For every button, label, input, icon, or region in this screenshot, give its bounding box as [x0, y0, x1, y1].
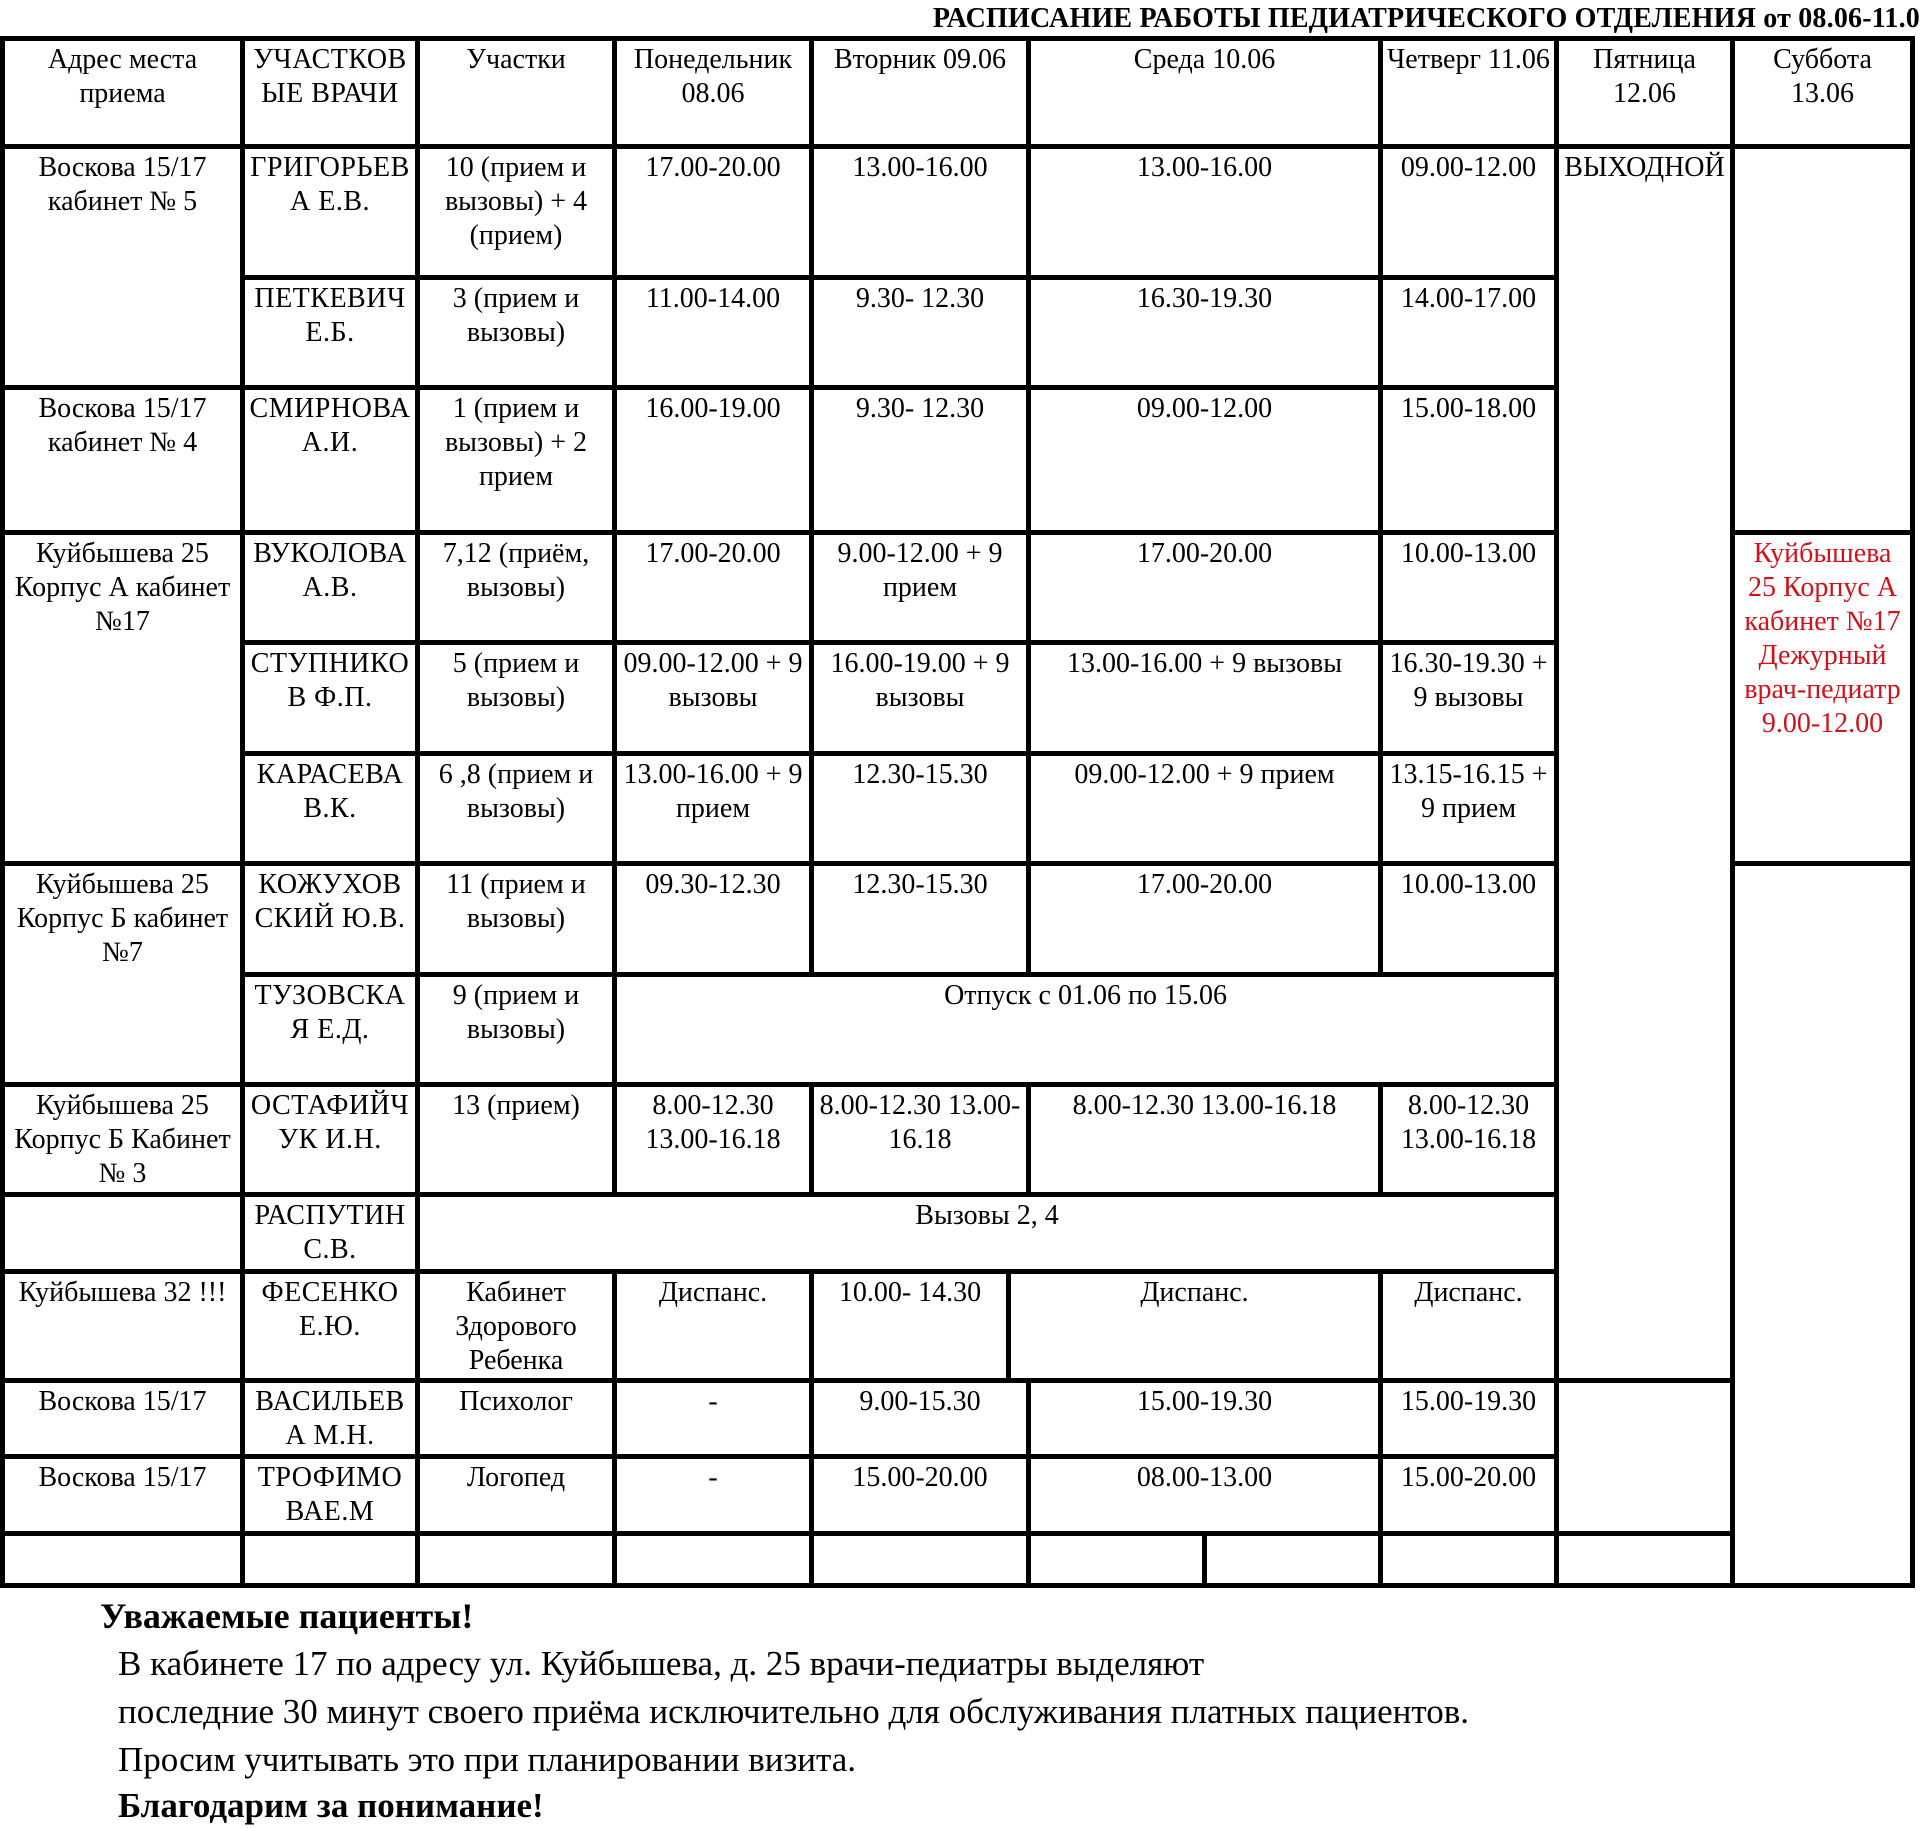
doctor-cell: КОЖУХОВСКИЙ Ю.В. [243, 864, 418, 974]
address-cell: Воскова 15/17 кабинет № 4 [3, 388, 243, 533]
saturday-duty-cell: Куйбышева 25 Корпус А кабинет №17 Дежурный врач-педиатр 9.00-12.00 [1733, 532, 1913, 863]
thursday-cell: 15.00-19.30 [1381, 1381, 1557, 1457]
wednesday-cell: 08.00-13.00 [1029, 1457, 1381, 1533]
empty-cell [812, 1533, 1029, 1585]
address-cell: Куйбышева 25 Корпус Б Кабинет № 3 [3, 1084, 243, 1194]
monday-cell: 11.00-14.00 [615, 277, 812, 387]
notice-line: В кабинете 17 по адресу ул. Куйбышева, д. 25 врачи-педиатры выделяют [118, 1644, 1205, 1683]
doctor-cell: ГРИГОРЬЕВА Е.В. [243, 147, 418, 278]
district-cell: Психолог [418, 1381, 615, 1457]
thursday-cell: 13.15-16.15 + 9 прием [1381, 753, 1557, 863]
address-cell-empty [3, 1195, 243, 1271]
district-cell: 5 (прием и вызовы) [418, 643, 615, 753]
monday-cell: 13.00-16.00 + 9 прием [615, 753, 812, 863]
tuesday-cell: 12.30-15.30 [812, 864, 1029, 974]
doctor-cell: ПЕТКЕВИЧ Е.Б. [243, 277, 418, 387]
header-doctors: УЧАСТКОВЫЕ ВРАЧИ [243, 39, 418, 147]
thursday-cell: 10.00-13.00 [1381, 864, 1557, 974]
header-wednesday: Среда 10.06 [1029, 39, 1381, 147]
tuesday-cell: 15.00-20.00 [812, 1457, 1029, 1533]
tuesday-cell: 10.00- 14.30 [812, 1271, 1009, 1380]
address-cell: Куйбышева 32 !!! [3, 1271, 243, 1380]
wednesday-cell: 13.00-16.00 [1029, 147, 1381, 278]
tuesday-cell: 8.00-12.30 13.00-16.18 [812, 1084, 1029, 1194]
monday-cell: 17.00-20.00 [615, 532, 812, 642]
header-friday: Пятница 12.06 [1557, 39, 1733, 147]
monday-cell: Диспанс. [615, 1271, 812, 1380]
tuesday-cell: 9.30- 12.30 [812, 388, 1029, 533]
district-cell: 9 (прием и вызовы) [418, 974, 615, 1084]
doctor-cell: КАРАСЕВА В.К. [243, 753, 418, 863]
wednesday-cell: 15.00-19.30 [1029, 1381, 1381, 1457]
header-districts: Участки [418, 39, 615, 147]
monday-cell: 09.00-12.00 + 9 вызовы [615, 643, 812, 753]
monday-cell: - [615, 1381, 812, 1457]
vacation-note: Отпуск с 01.06 по 15.06 [615, 974, 1557, 1084]
tuesday-cell: 9.30- 12.30 [812, 277, 1029, 387]
tuesday-cell: 9.00-12.00 + 9 прием [812, 532, 1029, 642]
table-row [3, 1381, 1913, 1457]
district-cell: 1 (прием и вызовы) + 2 прием [418, 388, 615, 533]
schedule-table [0, 36, 1915, 1588]
doctor-cell: ФЕСЕНКО Е.Ю. [243, 1271, 418, 1380]
thursday-cell: 14.00-17.00 [1381, 277, 1557, 387]
notice-thanks: Благодарим за понимание! [118, 1786, 544, 1825]
tuesday-cell: 13.00-16.00 [812, 147, 1029, 278]
doctor-cell: СТУПНИКОВ Ф.П. [243, 643, 418, 753]
wednesday-cell: Диспанс. [1009, 1271, 1381, 1380]
district-cell: 13 (прием) [418, 1084, 615, 1194]
doctor-cell: ОСТАФИЙЧУК И.Н. [243, 1084, 418, 1194]
empty-cell [3, 1533, 243, 1585]
header-saturday: Суббота 13.06 [1733, 39, 1913, 147]
district-cell: 6 ,8 (прием и вызовы) [418, 753, 615, 863]
empty-cell [243, 1533, 418, 1585]
thursday-cell: 15.00-18.00 [1381, 388, 1557, 533]
district-cell: 3 (прием и вызовы) [418, 277, 615, 387]
patient-notice [0, 1592, 1920, 1825]
thursday-cell: 15.00-20.00 [1381, 1457, 1557, 1533]
doctor-cell: ТУЗОВСКАЯ Е.Д. [243, 974, 418, 1084]
header-row [3, 39, 1913, 147]
address-cell: Воскова 15/17 кабинет № 5 [3, 147, 243, 388]
tuesday-cell: 12.30-15.30 [812, 753, 1029, 863]
saturday-empty-cell [1733, 864, 1913, 1586]
monday-cell: - [615, 1457, 812, 1533]
header-thursday: Четверг 11.06 [1381, 39, 1557, 147]
notice-line: Просим учитывать это при планировании визита. [118, 1740, 857, 1779]
empty-cell [615, 1533, 812, 1585]
header-address: Адрес места приема [3, 39, 243, 147]
thursday-cell: 09.00-12.00 [1381, 147, 1557, 278]
doctor-cell: ТРОФИМОВАЕ.М [243, 1457, 418, 1533]
empty-cell [418, 1533, 615, 1585]
monday-cell: 17.00-20.00 [615, 147, 812, 278]
thursday-cell: 10.00-13.00 [1381, 532, 1557, 642]
empty-cell [1029, 1533, 1205, 1585]
wednesday-cell: 13.00-16.00 + 9 вызовы [1029, 643, 1381, 753]
wednesday-cell: 8.00-12.30 13.00-16.18 [1029, 1084, 1381, 1194]
monday-cell: 16.00-19.00 [615, 388, 812, 533]
doctor-cell: СМИРНОВА А.И. [243, 388, 418, 533]
district-cell: 7,12 (приём, вызовы) [418, 532, 615, 642]
doctor-cell: ВАСИЛЬЕВА М.Н. [243, 1381, 418, 1457]
wednesday-cell: 09.00-12.00 [1029, 388, 1381, 533]
friday-dayoff: ВЫХОДНОЙ [1557, 147, 1733, 1381]
table-row [3, 147, 1913, 278]
thursday-cell: 8.00-12.30 13.00-16.18 [1381, 1084, 1557, 1194]
header-monday: Понедельник 08.06 [615, 39, 812, 147]
district-cell: Кабинет Здорового Ребенка [418, 1271, 615, 1380]
notice-heading: Уважаемые пациенты! [100, 1596, 474, 1636]
tuesday-cell: 9.00-15.30 [812, 1381, 1029, 1457]
district-cell: 11 (прием и вызовы) [418, 864, 615, 974]
thursday-cell: 16.30-19.30 + 9 вызовы [1381, 643, 1557, 753]
empty-cell [1381, 1533, 1557, 1585]
doctor-cell: РАСПУТИН С.В. [243, 1195, 418, 1271]
monday-cell: 09.30-12.30 [615, 864, 812, 974]
doctor-cell: ВУКОЛОВА А.В. [243, 532, 418, 642]
empty-cell [1205, 1533, 1381, 1585]
header-tuesday: Вторник 09.06 [812, 39, 1029, 147]
wednesday-cell: 16.30-19.30 [1029, 277, 1381, 387]
schedule-title: РАСПИСАНИЕ РАБОТЫ ПЕДИАТРИЧЕСКОГО ОТДЕЛЕНИЯ от 08.06-11.0 [932, 3, 1920, 34]
address-cell: Воскова 15/17 [3, 1457, 243, 1533]
notice-line: последние 30 минут своего приёма исключительно для обслуживания платных пациентов. [118, 1692, 1469, 1731]
wednesday-cell: 17.00-20.00 [1029, 532, 1381, 642]
table-row [3, 1457, 1913, 1533]
district-cell: 10 (прием и вызовы) + 4 (прием) [418, 147, 615, 278]
wednesday-cell: 17.00-20.00 [1029, 864, 1381, 974]
empty-cell [1557, 1533, 1733, 1585]
district-cell: Логопед [418, 1457, 615, 1533]
thursday-cell: Диспанс. [1381, 1271, 1557, 1380]
address-cell: Куйбышева 25 Корпус А кабинет №17 [3, 532, 243, 863]
tuesday-cell: 16.00-19.00 + 9 вызовы [812, 643, 1029, 753]
address-cell: Куйбышева 25 Корпус Б кабинет №7 [3, 864, 243, 1085]
wednesday-cell: 09.00-12.00 + 9 прием [1029, 753, 1381, 863]
address-cell: Воскова 15/17 [3, 1381, 243, 1457]
calls-note: Вызовы 2, 4 [418, 1195, 1557, 1271]
empty-row [3, 1533, 1913, 1585]
saturday-empty-cell [1733, 147, 1913, 532]
monday-cell: 8.00-12.30 13.00-16.18 [615, 1084, 812, 1194]
